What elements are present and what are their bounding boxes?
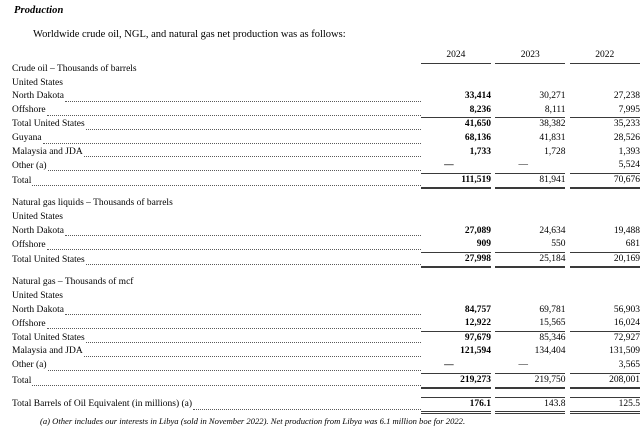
row-label-text: Offshore [12, 318, 46, 332]
header-spacer [12, 49, 421, 63]
row-label [12, 118, 421, 132]
value-cell: 27,998 [421, 252, 491, 267]
leader-line [12, 304, 421, 318]
leader-dots [65, 101, 421, 102]
leader-line [12, 160, 421, 174]
table-body [12, 63, 640, 412]
value-cell [495, 211, 565, 225]
row-label-text: North Dakota [12, 90, 64, 104]
page-title: Production [14, 5, 640, 16]
leader-dots [47, 328, 421, 329]
value-cell [495, 290, 565, 304]
value-cell: 5,524 [570, 159, 640, 173]
value-cell: 41,650 [421, 118, 491, 132]
row-label [12, 132, 421, 146]
section-spacer [12, 267, 640, 276]
value-cell [495, 77, 565, 91]
row-label [12, 238, 421, 252]
row-label [12, 173, 421, 188]
row-label [12, 373, 421, 388]
table-row [12, 225, 640, 239]
table-row [12, 345, 640, 359]
value-cell: 97,679 [421, 331, 491, 345]
leader-dots [86, 264, 421, 265]
leader-dots [65, 235, 421, 236]
section-header-pad [495, 197, 565, 211]
value-cell: 121,594 [421, 345, 491, 359]
row-label [12, 104, 421, 118]
production-table [12, 49, 640, 412]
leader-dots [32, 385, 420, 386]
value-cell: 12,922 [421, 317, 491, 331]
table-row [12, 373, 640, 388]
leader-dots [47, 115, 421, 116]
row-label-text: United States [12, 291, 63, 301]
row-label-text: Total United States [12, 254, 85, 268]
value-cell [570, 77, 640, 91]
value-cell: 19,488 [570, 225, 640, 239]
value-cell: 27,238 [570, 90, 640, 104]
value-cell: 143.8 [495, 397, 565, 412]
leader-line [12, 104, 421, 118]
section-header-pad [421, 276, 491, 290]
value-cell: — [495, 159, 565, 173]
footnote: (a) Other includes our interests in Libya (sold in November 2022). Net production from Libya was 6.1 million boe for 2022. [40, 416, 640, 426]
row-label-text: Other (a) [12, 160, 47, 174]
value-cell: 1,728 [495, 146, 565, 160]
value-cell: 219,750 [495, 373, 565, 388]
value-cell: 208,001 [570, 373, 640, 388]
section-header-pad [495, 276, 565, 290]
value-cell [421, 77, 491, 91]
value-cell: 70,676 [570, 173, 640, 188]
table-row [12, 77, 640, 91]
leader-line [12, 132, 421, 146]
leader-dots [84, 356, 421, 357]
row-label-text: Total [12, 175, 31, 189]
value-cell: 68,136 [421, 132, 491, 146]
table-row [12, 304, 640, 318]
row-label [12, 211, 421, 225]
value-cell: 111,519 [421, 173, 491, 188]
row-label [12, 304, 421, 318]
value-cell: 27,089 [421, 225, 491, 239]
value-cell: 24,634 [495, 225, 565, 239]
value-cell [570, 290, 640, 304]
leader-dots [32, 185, 420, 186]
table-row [12, 211, 640, 225]
value-cell: 1,733 [421, 146, 491, 160]
value-cell: 8,236 [421, 104, 491, 118]
leader-line [12, 225, 421, 239]
value-cell [421, 211, 491, 225]
section-header-pad [421, 63, 491, 77]
row-label-text: Offshore [12, 239, 46, 253]
value-cell: 30,271 [495, 90, 565, 104]
value-cell: 85,346 [495, 331, 565, 345]
leader-line [12, 375, 421, 389]
section-header-pad [495, 63, 565, 77]
value-cell: 7,995 [570, 104, 640, 118]
row-label [12, 331, 421, 345]
value-cell: 219,273 [421, 373, 491, 388]
leader-dots [86, 342, 421, 343]
row-label [12, 252, 421, 267]
section-header-row [12, 63, 640, 77]
row-label-text: United States [12, 78, 63, 88]
section-header: Natural gas liquids – Thousands of barrels [12, 197, 421, 211]
table-row [12, 317, 640, 331]
value-cell: 176.1 [421, 397, 491, 412]
row-label [12, 290, 421, 304]
leader-line [12, 175, 421, 189]
value-cell: 41,831 [495, 132, 565, 146]
row-label-text: Guyana [12, 132, 42, 146]
leader-line [12, 359, 421, 373]
section-header: Crude oil – Thousands of barrels [12, 63, 421, 77]
leader-line [12, 332, 421, 346]
row-label [12, 90, 421, 104]
row-label [12, 146, 421, 160]
value-cell: 20,169 [570, 252, 640, 267]
section-header-pad [421, 197, 491, 211]
section-header-row [12, 276, 640, 290]
value-cell: 16,024 [570, 317, 640, 331]
row-label [12, 225, 421, 239]
table-row [12, 118, 640, 132]
row-label-text: Malaysia and JDA [12, 146, 83, 160]
value-cell: 681 [570, 238, 640, 252]
leader-line [12, 239, 421, 253]
value-cell: 8,111 [495, 104, 565, 118]
grand-total-spacer [12, 388, 640, 397]
value-cell: 81,941 [495, 173, 565, 188]
value-cell: 72,927 [570, 331, 640, 345]
value-cell: 15,565 [495, 317, 565, 331]
leader-line [12, 90, 421, 104]
row-label-text: Total United States [12, 332, 85, 346]
table-row [12, 104, 640, 118]
leader-line [12, 146, 421, 160]
value-cell: 28,526 [570, 132, 640, 146]
grand-total-label-text: Total Barrels of Oil Equivalent (in millions) (a) [12, 398, 192, 412]
value-cell: 84,757 [421, 304, 491, 318]
row-label-text: United States [12, 212, 63, 222]
leader-dots [47, 249, 421, 250]
leader-line [12, 118, 421, 132]
table-row [12, 290, 640, 304]
value-cell: 125.5 [570, 397, 640, 412]
leader-line [12, 318, 421, 332]
leader-dots [48, 370, 421, 371]
section-header-pad [570, 197, 640, 211]
row-label-text: North Dakota [12, 304, 64, 318]
row-label-text: Malaysia and JDA [12, 345, 83, 359]
value-cell: 131,509 [570, 345, 640, 359]
value-cell: 3,565 [570, 359, 640, 373]
leader-dots [86, 129, 421, 130]
section-header-pad [570, 63, 640, 77]
value-cell: 134,404 [495, 345, 565, 359]
row-label-text: Offshore [12, 104, 46, 118]
leader-line [12, 345, 421, 359]
value-cell: 35,233 [570, 118, 640, 132]
row-label [12, 317, 421, 331]
value-cell: 25,184 [495, 252, 565, 267]
row-label [12, 159, 421, 173]
table-row [12, 146, 640, 160]
column-header-2023: 2023 [495, 49, 565, 63]
value-cell: 38,382 [495, 118, 565, 132]
leader-dots [43, 143, 421, 144]
intro-paragraph: Worldwide crude oil, NGL, and natural gas net production was as follows: [33, 29, 640, 40]
table-row [12, 252, 640, 267]
value-cell: 69,781 [495, 304, 565, 318]
leader-line [12, 254, 421, 268]
document-page [0, 5, 640, 441]
value-cell [421, 290, 491, 304]
table-row [12, 173, 640, 188]
table-row [12, 132, 640, 146]
leader-dots [48, 170, 421, 171]
leader-dots [84, 156, 421, 157]
row-label [12, 359, 421, 373]
table-row [12, 159, 640, 173]
row-label-text: Other (a) [12, 359, 47, 373]
value-cell: — [495, 359, 565, 373]
row-label [12, 345, 421, 359]
table-header [12, 49, 640, 63]
grand-total-label [12, 397, 421, 412]
column-header-2024: 2024 [421, 49, 491, 63]
leader-line [12, 398, 421, 412]
table-row [12, 331, 640, 345]
value-cell: 1,393 [570, 146, 640, 160]
value-cell: 33,414 [421, 90, 491, 104]
row-label-text: Total [12, 375, 31, 389]
section-header-pad [570, 276, 640, 290]
grand-total-row [12, 397, 640, 412]
row-label [12, 77, 421, 91]
section-header: Natural gas – Thousands of mcf [12, 276, 421, 290]
table-row [12, 359, 640, 373]
section-header-row [12, 197, 640, 211]
leader-dots [193, 409, 421, 410]
value-cell: 56,903 [570, 304, 640, 318]
leader-dots [65, 314, 421, 315]
row-label-text: North Dakota [12, 225, 64, 239]
row-label-text: Total United States [12, 118, 85, 132]
table-header-row [12, 49, 640, 63]
value-cell: 909 [421, 238, 491, 252]
value-cell [570, 211, 640, 225]
section-spacer [12, 188, 640, 197]
value-cell: — [421, 359, 491, 373]
table-row [12, 90, 640, 104]
value-cell: — [421, 159, 491, 173]
column-header-2022: 2022 [570, 49, 640, 63]
value-cell: 550 [495, 238, 565, 252]
table-row [12, 238, 640, 252]
